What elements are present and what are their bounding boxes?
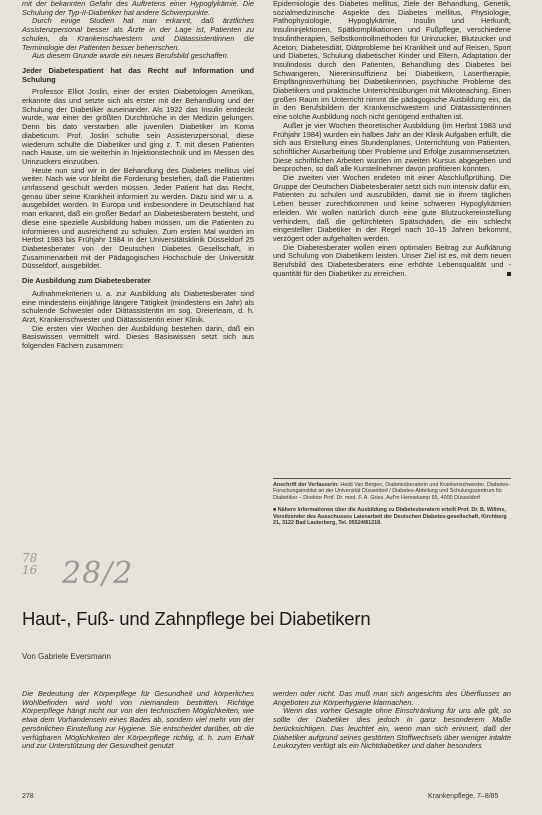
right-column bbox=[273, 0, 511, 279]
author-address-label: Anschrift der Verfasserin: bbox=[273, 482, 339, 488]
paragraph: Aus diesem Grunde wurde ein neues Berufsbild geschaffen. bbox=[32, 51, 229, 61]
article-title: Haut-, Fuß- und Zahnpflege bei Diabetikern bbox=[22, 608, 371, 629]
paragraph: Epidemiologie des Diabetes mellitus, Ziele der Behandlung, Genetik, sozialmedizinische Aspekte des Diabetes mellitus, Physiologie, Pathophysiologie, Hypoglykämie, Insulin und Herkunft, Insulininjektionen, Spätkomplikationen und Fußpflege, verschiedene Insulintherapien, Selbstkontrollmethoden für Urinzucker, Blutzucker und Aceton; Diabetesdiät, Diätprobleme bei Krankheit und auf Reisen, Sport und Diabetes, Schulung diabetischer Kinder und Eltern, Adaptation der Insulindosis durch den Patienten, Behandlung des Diabetes bei Schwangeren, Niereninsuffizienz bei Diabetikern, Lasertherapie, Empfängnisverhütung bei Diabetikerinnen, psychische Probleme des Diabetikers und praktische Unterrichtsübungen mit Mikroteaching. Einen großen Raum im Unterricht nimmt die pädagogische Ausbildung ein, da in den Berufsbildern der Krankenschwestern und Diätassistentinnen eine solche Ausbildung noch nicht genügend enthalten ist. bbox=[273, 0, 511, 122]
paragraph: Heute nun sind wir in der Behandlung des Diabetes mellitus viel weiter. Nach wie vor bleibt die Forderung bestehen, daß die Patienten umfassend geschult werden müssen. Jeder Patient hat das Recht, genau über seine Krankheit informiert zu werden. Dazu sind wir u. a. ausgebildet worden. In Europa und insbesondere in Deutschland hat man erkannt, daß ein großer Bedarf an Diabetesberatern besteht, und diese eine spezielle Ausbildung haben müssen, um die Patienten zu informieren und ausreichend zu schulen. Zum ersten Mal wurden im Herbst 1983 bis Frühjahr 1984 in der Universitätsklinik Düsseldorf 25 Diabetesberater von der Deutschen Diabetes Gesellschaft, in Zusammenarbeit mit der Pädagogischen Hochschule der Universität Düsseldorf, ausgebildet. bbox=[22, 165, 254, 271]
paragraph: Außer je vier Wochen theoretischer Ausbildung (im Herbst 1983 und Frühjahr 1984) wurden ein halbes Jahr an der Klinik Aufgaben erfüllt, die sich aus Erstellung eines Stundenplanes, Unterrichtung von Patienten, schriftlicher Ausarbeitung über Probleme und Erfolge zusammensetzten. Diese schriftlichen Arbeiten wurden im zweiten Kursus abgegeben und besprochen, so daß alle Kursteilnehmer davon profitieren konnten. bbox=[273, 120, 511, 174]
author-address bbox=[273, 482, 511, 501]
lead-paragraph: Die Bedeutung der Körperpflege für Gesundheit und körperliches Wohlbefinden wird wohl von niemandem bestritten. Richtige Körperpflege hängt nicht nur von den technischen Möglichkeiten, wie etwa dem Vorhandensein eines Bades ab, sondern viel mehr von der persönlichen Einstellung zur Hygiene. Sie entscheidet darüber, ob die verfügbaren Möglichkeiten der Körperpflege richtig, d. h. zum Erhalt und zur Unterstützung der Gesundheit genutzt bbox=[22, 689, 254, 751]
paragraph: Durch einige Studien hat man erkannt, daß ärztliches Assistenzpersonal besser als Ärzte in der Lage ist, Patienten zu schulen, da Krankenschwestern und Diätassistentinnen die Terminologie der Patienten besser beherrschen. bbox=[22, 16, 254, 52]
paragraph: Die zweiten vier Wochen endeten mit einer Abschlußprüfung. Die Gruppe der Deutschen Diabetesberater setzt sich nun intensiv dafür ein, Patienten zu schulen und auszubilden, damit sie in ihrem täglichen Leben besser zurechtkommen und keine schweren Hypoglykämien erleiden. Wir wollen natürlich durch eine gute Blutzuckereinstellung verhindern, daß die gefürchteten Spätschäden, die ein schlecht eingestellter Diabetiker in der Regel nach 10–15 Jahren bekommt, verzögert oder aufgehalten werden. bbox=[273, 173, 511, 243]
left-column bbox=[22, 0, 254, 351]
end-of-article-mark bbox=[507, 272, 511, 276]
section-heading: Die Ausbildung zum Diabetesberater bbox=[22, 276, 151, 286]
info-note bbox=[273, 507, 511, 526]
section-heading: Jeder Diabetespatient hat das Recht auf Information und Schulung bbox=[22, 65, 254, 84]
handwritten-small-note: 78 16 bbox=[22, 551, 38, 577]
paragraph: werden oder nicht. Das muß man sich angesichts des Überflusses an Angeboten zur Körperhygiene klarmachen. bbox=[273, 689, 511, 707]
article-lead bbox=[22, 690, 254, 751]
paragraph bbox=[273, 244, 511, 279]
handwritten-annotation bbox=[22, 552, 142, 602]
paragraph-text: Die Diabetesberater wollen einen optimalen Beitrag zur Aufklärung und Schulung von Diabetikern leisten. Unser Ziel ist es, mit dem neuen Berufsbild des Diabetesberaters eine erhöhte Lebensqualität und -quantität für den Diabetiker zu erreichen. bbox=[273, 242, 511, 278]
article-author: Von Gabriele Eversmann bbox=[22, 652, 111, 661]
paragraph: Aufnahmekriterien u. a. zur Ausbildung als Diabetesberater sind eine mindestens einjährige längere Tätigkeit (mindestens ein Jahr) als schulende Schwester oder Diätassistentin im sog. Dreierteam, d. h. Arzt, Krankenschwester und Diätassistentin einer Klinik. bbox=[22, 288, 254, 324]
info-box bbox=[273, 478, 511, 532]
info-note-text: Kirchberg 21, 3122 Bad Lauterberg, Tel. 05524/81218. bbox=[273, 513, 507, 527]
paragraph: Wenn das vorher Gesagte ohne Einschränkung für uns alle gilt, so sollte der Diabetiker dies jedoch in ganz besonderem Maße berücksichtigen. Das leuchtet ein, wenn man sich erinnert, daß der Diabetiker aufgrund seines gestörten Stoffwechsels über weniger intakte Leukozyten verfügt als ein Nichtdiabetiker und daher besonders bbox=[273, 706, 511, 751]
author-address-text: Heidi Van Bergen, Diabetesberaterin und Krankenschwester, Diabetes-Forschungsinstitut an der Universität Düsseldorf / Diabetes-Abteilung und Schulungszentrum für Diabetiker – Direktor Prof. Dr. med. F. A. Gries, Auf'm Hennekamp 65, 4000 Düsseldorf bbox=[273, 482, 510, 501]
article-body-right bbox=[273, 690, 511, 751]
info-note-label: ■ Nähere Informationen über die Ausbildung zu Diabetesberatern erteilt Prof. Dr. B. Willms, Vorsitzender des Ausschusses Laienarbeit der Deutschen Diabetes-gesellschaft, bbox=[273, 507, 506, 520]
paragraph: Die ersten vier Wochen der Ausbildung bestehen darin, daß ein Basiswissen vermittelt wird. Dieses Basiswissen setzt sich aus folgenden Fächern zusammen: bbox=[22, 323, 254, 351]
paragraph: mit der bekannten Gefahr des Auftretens einer Hypoglykämie. Die Schulung der Typ-II-Diabetiker hat andere Schwerpunkte. bbox=[22, 0, 254, 17]
paragraph: Professor Elliot Joslin, einer der ersten Diabetologen Amerikas, erkannte das und setzte sich als erster mit der Behandlung und der Schulung der Diabetiker auseinander. Als 1922 das Insulin entdeckt wurde, war einer der größten Durchbrüche in der Medizin gelungen. Denn bis dato verstarben alle juvenilen Diabetiker im Koma diabeticum. Prof. Joslin schulte sein Assistenzpersonal, diese wiederum schulte die Diabetiker und ging z. T. mit diesen Patienten nach Hause, um sie weiterhin in Injektionstechnik und im Messen des Urinzuckers einzuüben. bbox=[22, 87, 254, 166]
page-number: 278 bbox=[22, 793, 34, 800]
handwritten-number: 28/2 bbox=[62, 556, 134, 591]
journal-reference: Krankenpflege, 7–8/85 bbox=[428, 793, 499, 800]
